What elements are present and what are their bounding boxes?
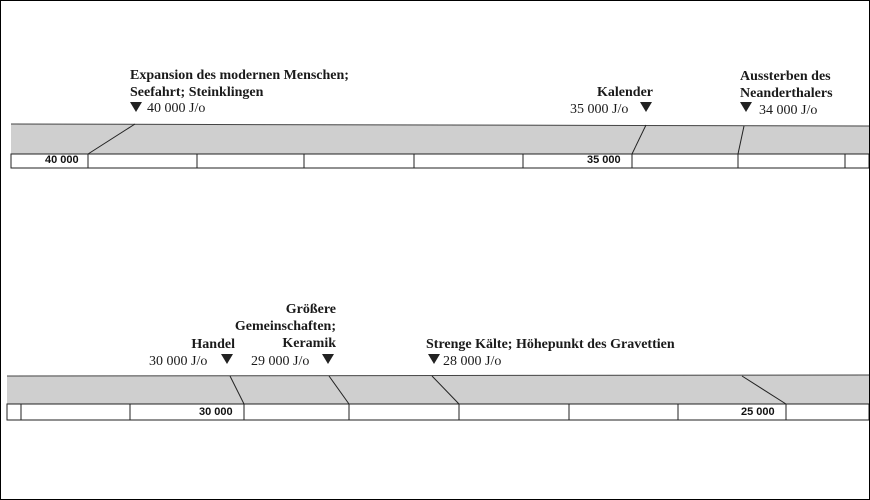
- down-triangle-icon: [740, 102, 752, 112]
- timeline-row-1: [11, 124, 869, 168]
- event-label-line: Seefahrt; Steinklingen: [130, 85, 264, 100]
- event-label-line: Größere: [285, 302, 336, 317]
- event-date-40000: 40 000 J/o: [147, 101, 206, 116]
- event-label-line: Strenge Kälte; Höhepunkt des Gravettien: [426, 337, 675, 352]
- event-label-expansion: [130, 67, 349, 101]
- down-triangle-icon: [130, 102, 142, 112]
- event-label-line: Gemeinschaften;: [234, 319, 336, 334]
- down-triangle-icon: [428, 354, 440, 364]
- scale-strip-row-1: [11, 154, 869, 168]
- event-label-aussterben: [740, 68, 833, 102]
- tick-label-25000: 25 000: [741, 406, 775, 418]
- band-row-2: [7, 375, 869, 404]
- event-label-line: Neanderthalers: [740, 86, 833, 101]
- event-date-30000: 30 000 J/o: [149, 354, 208, 369]
- down-triangle-icon: [640, 102, 652, 112]
- event-label-line: Kalender: [597, 85, 653, 100]
- band-row-1: [11, 124, 869, 154]
- scale-strip-row-2: [7, 404, 869, 420]
- event-label-line: Aussterben des: [740, 69, 831, 84]
- tick-label-35000: 35 000: [587, 154, 621, 166]
- event-label-gemeinschaften: [201, 301, 336, 352]
- down-triangle-icon: [322, 354, 334, 364]
- event-label-line: Keramik: [282, 336, 336, 351]
- event-date-28000: 28 000 J/o: [443, 354, 502, 369]
- tick-label-40000: 40 000: [45, 154, 79, 166]
- event-label-kalender: [593, 84, 653, 101]
- event-label-line: Handel: [191, 337, 235, 352]
- event-label-strenge-kaelte: [426, 336, 675, 353]
- timeline-row-2: [7, 375, 869, 420]
- event-date-29000: 29 000 J/o: [251, 354, 310, 369]
- event-label-line: Expansion des modernen Menschen;: [130, 68, 349, 83]
- event-date-35000: 35 000 J/o: [570, 102, 629, 117]
- down-triangle-icon: [221, 354, 233, 364]
- event-date-34000: 34 000 J/o: [759, 103, 818, 118]
- tick-label-30000: 30 000: [199, 406, 233, 418]
